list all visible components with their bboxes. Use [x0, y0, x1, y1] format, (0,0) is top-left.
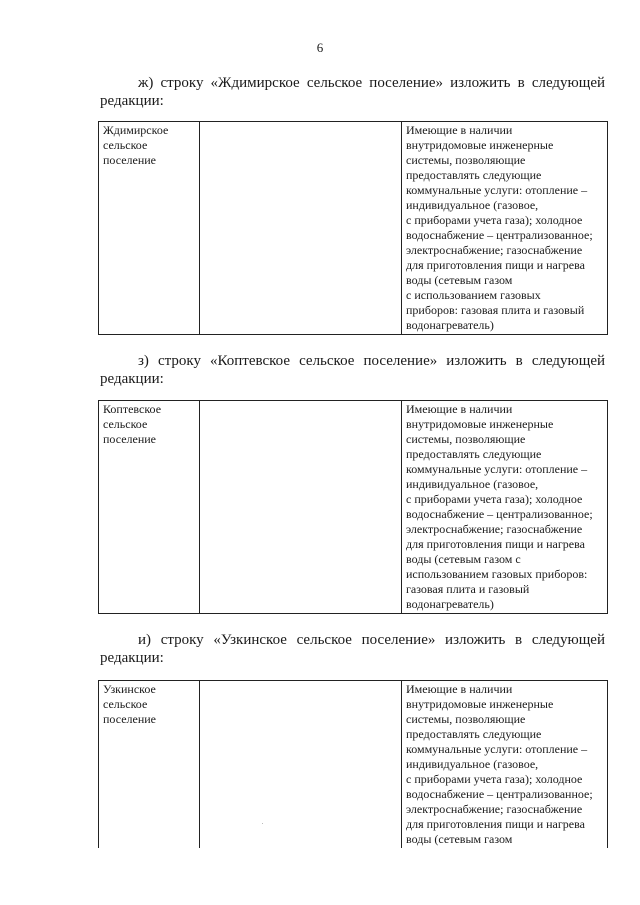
cell-line: для приготовления пищи и нагрева: [406, 258, 585, 272]
cell-line: водоснабжение – централизованное;: [406, 507, 593, 521]
cell-line: использованием газовых приборов:: [406, 567, 588, 581]
section-z-heading: [100, 352, 605, 388]
cell-line: индивидуальное (газовое,: [406, 477, 539, 491]
settlement-name-cell: [99, 681, 200, 849]
cell-line: водонагреватель): [406, 318, 494, 332]
cell-line: предоставлять следующие: [406, 168, 542, 182]
settlement-table-uzkinskoe: [98, 680, 608, 848]
cell-line: системы, позволяющие: [406, 712, 526, 726]
cell-line: предоставлять следующие: [406, 727, 542, 741]
heading-line: редакции:: [100, 93, 164, 109]
cell-line: сельское: [103, 697, 148, 711]
utilities-cell: [402, 122, 608, 335]
cell-line: водоснабжение – централизованное;: [406, 787, 593, 801]
cell-line: Узкинское: [103, 682, 156, 696]
cell-line: электроснабжение; газоснабжение: [406, 243, 583, 257]
cell-line: сельское: [103, 138, 148, 152]
cell-line: Имеющие в наличии: [406, 682, 513, 696]
page-number: 6: [316, 40, 324, 55]
cell-line: индивидуальное (газовое,: [406, 757, 539, 771]
cell-line: для приготовления пищи и нагрева: [406, 537, 585, 551]
settlement-name-cell: [99, 122, 200, 335]
cell-line: поселение: [103, 712, 157, 726]
cell-line: индивидуальное (газовое,: [406, 198, 539, 212]
cell-line: поселение: [103, 432, 157, 446]
cell-line: воды (сетевым газом: [406, 832, 513, 846]
cell-line: поселение: [103, 153, 157, 167]
cell-line: Имеющие в наличии: [406, 402, 513, 416]
cell-line: электроснабжение; газоснабжение: [406, 802, 583, 816]
cell-line: для приготовления пищи и нагрева: [406, 817, 585, 831]
cell-line: коммунальные услуги: отопление –: [406, 183, 588, 197]
cell-line: газовая плита и газовый: [406, 582, 530, 596]
cell-line: внутридомовые инженерные: [406, 697, 554, 711]
cell-line: внутридомовые инженерные: [406, 138, 554, 152]
empty-cell: [200, 122, 402, 335]
cell-line: системы, позволяющие: [406, 432, 526, 446]
cell-line: системы, позволяющие: [406, 153, 526, 167]
heading-line: з) строку «Коптевское сельское поселение» изложить в следующей: [138, 353, 605, 369]
cell-line: водонагреватель): [406, 597, 494, 611]
utilities-cell: [402, 401, 608, 614]
heading-line: ж) строку «Ждимирское сельское поселение» изложить в следующей: [138, 75, 605, 91]
cell-line: Ждимирское: [103, 123, 169, 137]
cell-line: приборов: газовая плита и газовый: [406, 303, 585, 317]
cell-line: коммунальные услуги: отопление –: [406, 462, 588, 476]
utilities-cell: [402, 681, 608, 849]
cell-line: предоставлять следующие: [406, 447, 542, 461]
cell-line: с приборами учета газа); холодное: [406, 213, 583, 227]
section-i-heading: [100, 631, 605, 667]
heading-line: редакции:: [100, 650, 164, 666]
cell-line: воды (сетевым газом: [406, 273, 513, 287]
table-row: [99, 122, 608, 335]
cell-line: сельское: [103, 417, 148, 431]
cell-line: Коптевское: [103, 402, 162, 416]
section-zh-heading: [100, 74, 605, 110]
scan-artifact: [262, 823, 263, 824]
cell-line: внутридомовые инженерные: [406, 417, 554, 431]
settlement-name-cell: [99, 401, 200, 614]
cell-line: водоснабжение – централизованное;: [406, 228, 593, 242]
cell-line: с приборами учета газа); холодное: [406, 772, 583, 786]
heading-line: и) строку «Узкинское сельское поселение» изложить в следующей: [138, 632, 605, 648]
settlement-table-koptevskoe: [98, 400, 608, 614]
cell-line: с использованием газовых: [406, 288, 541, 302]
empty-cell: [200, 681, 402, 849]
cell-line: воды (сетевым газом с: [406, 552, 521, 566]
table-row: [99, 681, 608, 849]
cell-line: электроснабжение; газоснабжение: [406, 522, 583, 536]
empty-cell: [200, 401, 402, 614]
table-row: [99, 401, 608, 614]
cell-line: Имеющие в наличии: [406, 123, 513, 137]
cell-line: коммунальные услуги: отопление –: [406, 742, 588, 756]
settlement-table-zhdimirskoe: [98, 121, 608, 335]
heading-line: редакции:: [100, 371, 164, 387]
cell-line: с приборами учета газа); холодное: [406, 492, 583, 506]
